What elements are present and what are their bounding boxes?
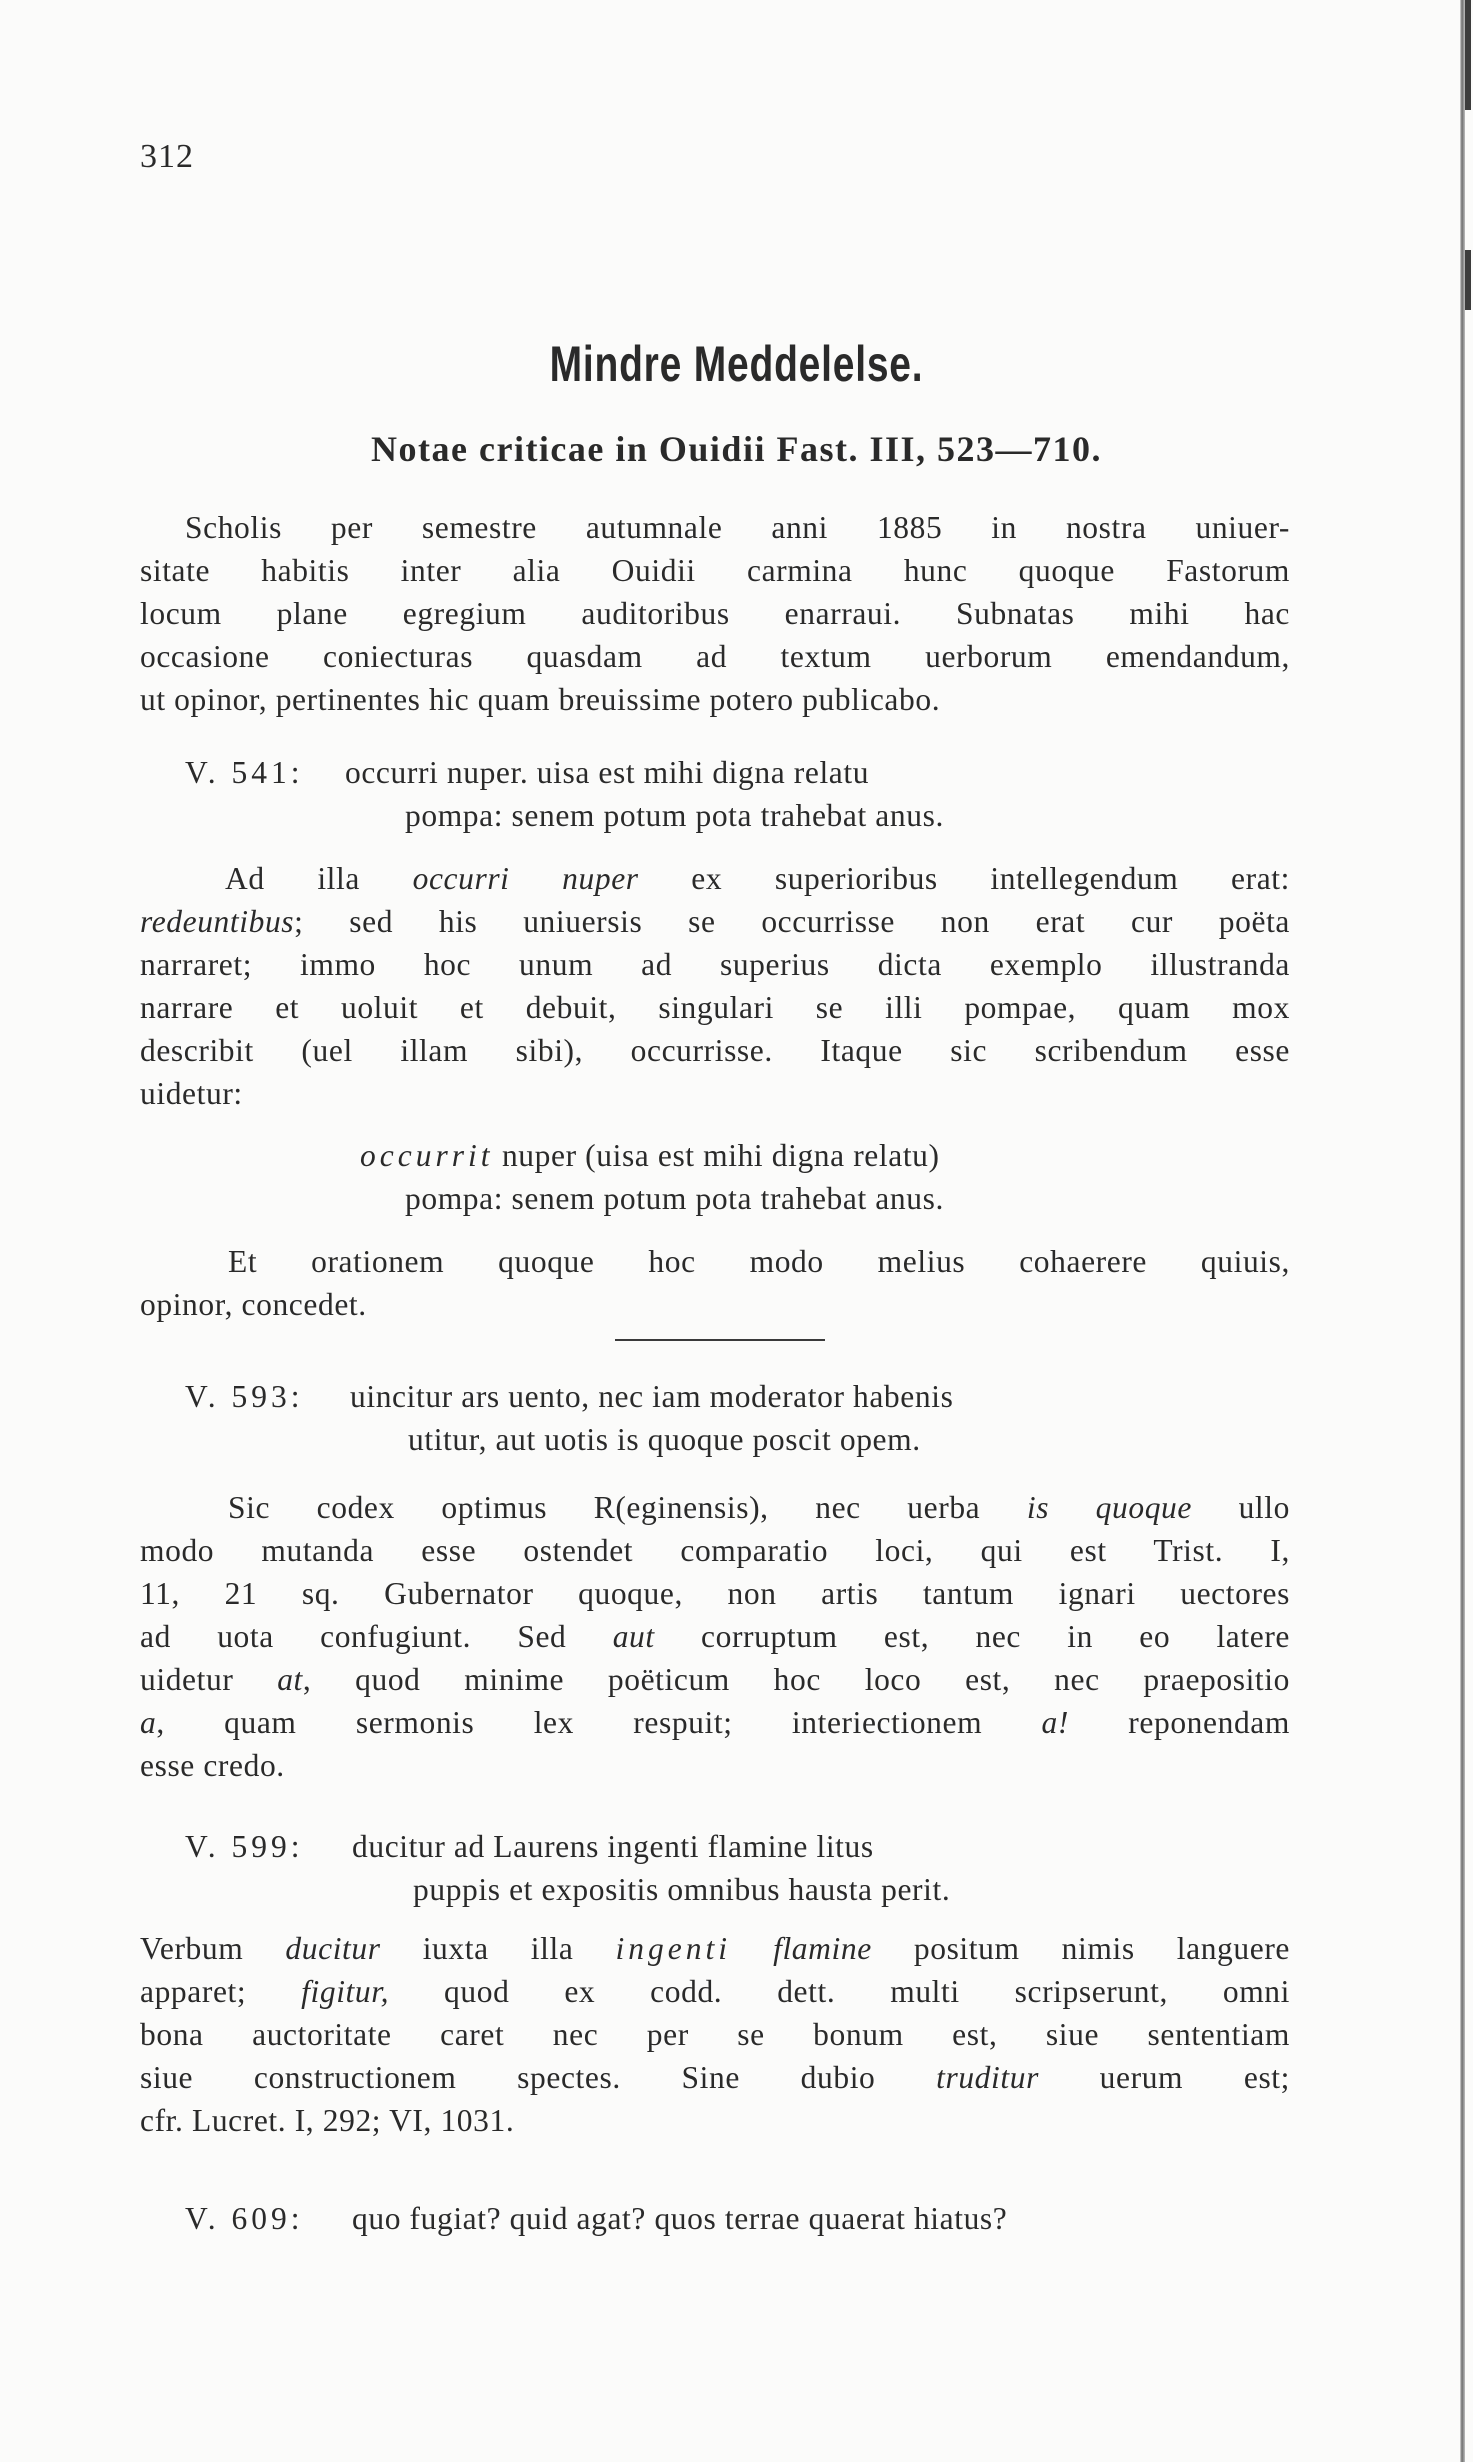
comment-line: [140, 1664, 1290, 1696]
comment-text: ad uota confugiunt. Sed: [140, 1619, 613, 1654]
comment-italic: ingenti: [615, 1931, 731, 1966]
comment-line: [228, 1492, 1290, 1524]
comment-text: iuxta illa: [380, 1931, 616, 1966]
verse-line: pompa: senem potum pota trahebat anus.: [405, 798, 944, 833]
intro-line: ut opinor, pertinentes hic quam breuissime potero publicabo.: [140, 682, 941, 717]
emended-word: occurrit: [360, 1138, 494, 1173]
comment-line: esse credo.: [140, 1748, 285, 1783]
comment-italic: a!: [1041, 1705, 1069, 1740]
comment-text: Ad illa: [225, 861, 413, 896]
comment-italic: at: [277, 1662, 303, 1697]
comment-text: quod ex codd. dett. multi scripserunt, omni: [389, 1974, 1290, 2009]
comment-italic: occurri nuper: [412, 861, 639, 896]
comment-text: uerum est;: [1038, 2060, 1291, 2095]
section-divider: [615, 1339, 825, 1341]
comment-text: Sic codex optimus R(eginensis), nec uerba: [228, 1490, 1027, 1525]
comment-italic: figitur,: [301, 1974, 390, 2009]
emended-verse-line: [360, 1140, 940, 1172]
comment-text: uidetur: [140, 1662, 278, 1697]
comment-line: cfr. Lucret. I, 292; VI, 1031.: [140, 2103, 515, 2138]
comment-text: ullo: [1192, 1490, 1290, 1525]
comment-line: narrare et uoluit et debuit, singulari se illi pompae, quam mox: [140, 990, 1290, 1025]
comment-line: narraret; immo hoc unum ad superius dicta exemplo illustranda: [140, 947, 1290, 982]
verse-line: quo fugiat? quid agat? quos terrae quaerat hiatus?: [352, 2201, 1008, 2236]
comment-italic: truditur: [936, 2060, 1039, 2095]
comment-italic: a: [140, 1705, 157, 1740]
verse-line: puppis et expositis omnibus hausta perit.: [413, 1872, 951, 1907]
comment-text: apparet;: [140, 1974, 302, 2009]
article-subtitle: Notae criticae in Ouidii Fast. III, 523—710.: [371, 429, 1102, 469]
verse-line: uincitur ars uento, nec iam moderator habenis: [350, 1379, 954, 1414]
comment-line: bona auctoritate caret nec per se bonum est, siue sententiam: [140, 2017, 1290, 2052]
comment-italic: redeuntibus: [140, 904, 295, 939]
comment-line: uidetur:: [140, 1076, 243, 1111]
comment-italic: ducitur: [285, 1931, 381, 1966]
verse-reference: V. 541:: [185, 755, 304, 790]
page-number: 312: [140, 138, 194, 175]
comment-line: [140, 1976, 1290, 2008]
comment-line: [140, 1933, 1290, 1965]
comment-line: 11, 21 sq. Gubernator quoque, non artis tantum ignari uectores: [140, 1576, 1290, 1611]
verse-reference: V. 599:: [185, 1829, 304, 1864]
intro-line: sitate habitis inter alia Ouidii carmina hunc quoque Fastorum: [140, 553, 1290, 588]
comment-text: siue constructionem spectes. Sine dubio: [140, 2060, 937, 2095]
page-edge-mark: [1465, 0, 1471, 110]
comment-text: ex superioribus intellegendum erat:: [638, 861, 1290, 896]
comment-text: positum nimis languere: [871, 1931, 1290, 1966]
page-edge-mark: [1465, 250, 1471, 310]
intro-line: locum plane egregium auditoribus enarraui. Subnatas mihi hac: [140, 596, 1290, 631]
intro-line: occasione coniecturas quasdam ad textum uerborum emendandum,: [140, 639, 1290, 674]
comment-italic: is quoque: [1026, 1490, 1192, 1525]
comment-text: , quam sermonis lex respuit; interiectionem: [156, 1705, 1042, 1740]
comment-line: [140, 906, 1290, 938]
comment-line: [140, 2062, 1290, 2094]
verse-line: utitur, aut uotis is quoque poscit opem.: [408, 1422, 921, 1457]
comment-text: ; sed his uniuersis se occurrisse non erat cur poëta: [294, 904, 1290, 939]
comment-text: , quod minime poëticum hoc loco est, nec praepositio: [302, 1662, 1290, 1697]
comment-line: [140, 1621, 1290, 1653]
intro-line: Scholis per semestre autumnale anni 1885 in nostra uniuer-: [185, 510, 1290, 545]
verse-reference: V. 609:: [185, 2201, 304, 2236]
verse-text: nuper (uisa est mihi digna relatu): [493, 1138, 940, 1173]
comment-italic: aut: [612, 1619, 655, 1654]
comment-text: reponendam: [1068, 1705, 1290, 1740]
comment-line: describit (uel illam sibi), occurrisse. Itaque sic scribendum esse: [140, 1033, 1290, 1068]
page-edge-shadow: [1460, 0, 1465, 2462]
comment-text: Verbum: [140, 1931, 286, 1966]
comment-line: modo mutanda esse ostendet comparatio loci, qui est Trist. I,: [140, 1533, 1290, 1568]
comment-text: [731, 1931, 773, 1966]
comment-italic: flamine: [773, 1931, 872, 1966]
comment-text: corruptum est, nec in eo latere: [654, 1619, 1290, 1654]
section-title: Mindre Meddelelse.: [549, 336, 924, 392]
comment-line: opinor, concedet.: [140, 1287, 367, 1322]
verse-reference: V. 593:: [185, 1379, 304, 1414]
comment-line: [140, 1707, 1290, 1739]
verse-line: ducitur ad Laurens ingenti flamine litus: [352, 1829, 874, 1864]
emended-verse-line: pompa: senem potum pota trahebat anus.: [405, 1181, 944, 1216]
verse-line: occurri nuper. uisa est mihi digna relatu: [345, 755, 870, 790]
comment-line: [225, 863, 1290, 895]
comment-line: Et orationem quoque hoc modo melius cohaerere quiuis,: [228, 1244, 1290, 1279]
